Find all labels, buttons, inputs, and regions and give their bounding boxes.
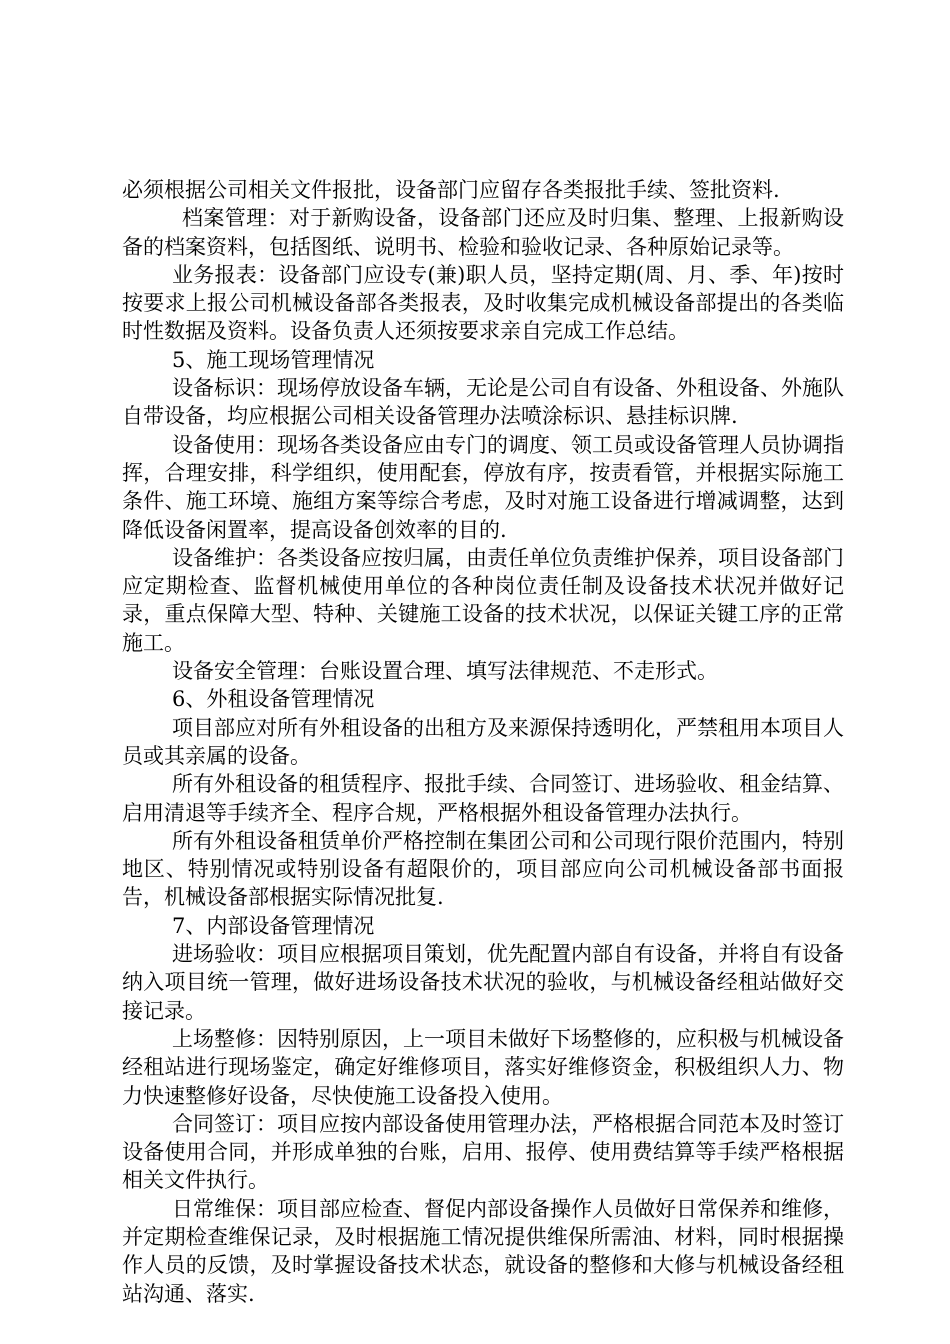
paragraph-lease-price-control: 所有外租设备租赁单价严格控制在集团公司和公司现行限价范围内，特别地区、特别情况或特别设备有超限价的，项目部应向公司机械设备部书面报告，机械设备部根据实际情况批复. [122, 828, 844, 910]
paragraph-approval-materials: 必须根据公司相关文件报批，设备部门应留存各类报批手续、签批资料. [122, 178, 780, 202]
paragraph-pre-use-repair: 上场整修：因特别原因，上一项目未做好下场整修的，应积极与机械设备经租站进行现场鉴定，确定好维修项目，落实好维修资金，积极组织人力、物力快速整修好设备，尽快使施工设备投入使用。 [122, 1026, 844, 1108]
paragraph-lessor-transparency: 项目部应对所有外租设备的出租方及来源保持透明化，严禁租用本项目人员或其亲属的设备。 [122, 715, 844, 768]
paragraph-equipment-marking: 设备标识：现场停放设备车辆，无论是公司自有设备、外租设备、外施队自带设备，均应根据公司相关设备管理办法喷涂标识、悬挂标识牌. [122, 376, 844, 429]
paragraph-daily-maintenance: 日常维保：项目部应检查、督促内部设备操作人员做好日常保养和维修，并定期检查维保记录，及时根据施工情况提供维保所需油、材料，同时根据操作人员的反馈，及时掌握设备技术状态，就设备的整修和大修与机械设备经租站沟通、落实. [122, 1196, 844, 1306]
paragraph-equipment-safety: 设备安全管理：台账设置合理、填写法律规范、不走形式。 [172, 659, 718, 684]
paragraph-contract-signing: 合同签订：项目应按内部设备使用管理办法，严格根据合同范本及时签订设备使用合同，并形成单独的台账，启用、报停、使用费结算等手续严格根据相关文件执行。 [122, 1111, 844, 1193]
paragraph-business-reports: 业务报表：设备部门应设专(兼)职人员，坚持定期(周、月、季、年)按时按要求上报公司机械设备部各类报表，及时收集完成机械设备部提出的各类临时性数据及资料。设备负责人还须按要求亲自完成工作总结。 [122, 262, 844, 344]
paragraph-equipment-maintenance: 设备维护：各类设备应按归属，由责任单位负责维护保养，项目设备部门应定期检查、监督机械使用单位的各种岗位责任制及设备技术状况并做好记录，重点保障大型、特种、关键施工设备的技术状况，以保证关键工序的正常施工。 [122, 545, 844, 655]
section-heading-7: 7、内部设备管理情况 [172, 913, 375, 938]
paragraph-archive-management: 档案管理：对于新购设备，设备部门还应及时归集、整理、上报新购设备的档案资料，包括图纸、说明书、检验和验收记录、各种原始记录等。 [122, 206, 844, 259]
section-heading-6: 6、外租设备管理情况 [172, 687, 375, 712]
paragraph-lease-procedures: 所有外租设备的租赁程序、报批手续、合同签订、进场验收、租金结算、启用清退等手续齐全、程序合规，严格根据外租设备管理办法执行。 [122, 772, 844, 825]
paragraph-entry-acceptance: 进场验收：项目应根据项目策划，优先配置内部自有设备，并将自有设备纳入项目统一管理，做好进场设备技术状况的验收，与机械设备经租站做好交接记录。 [122, 942, 844, 1023]
document-body [122, 176, 844, 1308]
section-heading-5: 5、施工现场管理情况 [172, 347, 375, 372]
paragraph-equipment-usage: 设备使用：现场各类设备应由专门的调度、领工员或设备管理人员协调指挥，合理安排，科学组织，使用配套，停放有序，按责看管，并根据实际施工条件、施工环境、施组方案等综合考虑，及时对施工设备进行增减调整，达到降低设备闲置率，提高设备创效率的目的. [122, 432, 844, 542]
